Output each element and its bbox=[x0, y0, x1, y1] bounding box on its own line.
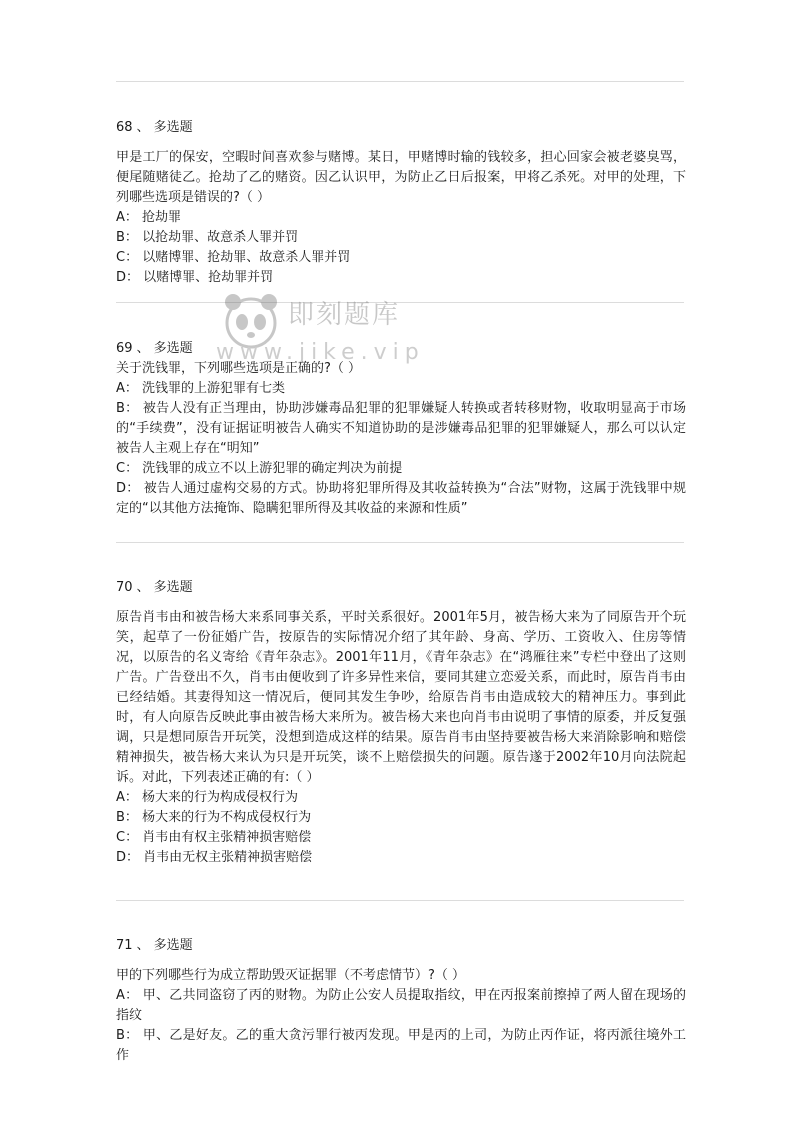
option-text: 以赌博罪、抢劫罪、故意杀人罪并罚 bbox=[142, 250, 351, 265]
option-key: B： bbox=[116, 401, 139, 416]
question-separator: 、 bbox=[136, 341, 150, 356]
option-text: 甲、乙是好友。乙的重大贪污罪行被丙发现。甲是丙的上司，为防止丙作证，将丙派往境外工作 bbox=[116, 1028, 686, 1063]
question-71 bbox=[116, 936, 686, 1066]
question-body: 关于洗钱罪，下列哪些选项是正确的?（ ） bbox=[116, 361, 362, 376]
option-c bbox=[116, 459, 686, 479]
option-key: B： bbox=[116, 230, 138, 245]
option-c bbox=[116, 828, 686, 848]
divider-after-69 bbox=[116, 542, 684, 543]
option-key: D： bbox=[116, 270, 140, 285]
question-separator: 、 bbox=[136, 938, 150, 953]
option-text: 杨大来的行为不构成侵权行为 bbox=[142, 810, 312, 825]
question-body: 甲的下列哪些行为成立帮助毁灭证据罪（不考虑情节）?（ ） bbox=[116, 968, 466, 983]
option-d bbox=[116, 848, 686, 868]
watermark-text: 即刻题库 bbox=[288, 300, 401, 330]
question-type: 多选题 bbox=[153, 938, 193, 953]
option-text: 肖韦由无权主张精神损害赔偿 bbox=[143, 850, 313, 865]
option-c bbox=[116, 248, 686, 268]
question-body: 甲是工厂的保安，空暇时间喜欢参与赌博。某日，甲赌博时输的钱较多，担心回家会被老婆臭骂，便尾随赌徒乙。抢劫了乙的赌资。因乙认识甲，为防止乙日后报案，甲将乙杀死。对甲的处理，下列哪些选项是错误的?（ ） bbox=[116, 150, 686, 205]
question-body: 原告肖韦由和被告杨大来系同事关系，平时关系很好。2001年5月，被告杨大来为了同原告开个玩笑，起草了一份征婚广告，按原告的实际情况介绍了其年龄、身高、学历、工资收入、住房等情况，以原告的名义寄给《青年杂志》。2001年11月，《青年杂志》在“鸿雁往来”专栏中登出了这则广告。广告登出不久，肖韦由便收到了许多异性来信，要同其建立恋爱关系，而此时，原告肖韦由已经结婚。其妻得知这一情况后，便同其发生争吵，给原告肖韦由造成较大的精神压力。事到此时，有人向原告反映此事由被告杨大来所为。被告杨大来也向肖韦由说明了事情的原委，并反复强调，只是想同原告开玩笑，没想到造成这样的结果。原告肖韦由坚持要被告杨大来消除影响和赔偿精神损失，被告杨大来认为只是开玩笑，谈不上赔偿损失的问题。原告遂于2002年10月向法院起诉。对此，下列表述正确的有:（ ） bbox=[116, 610, 686, 785]
question-number: 70 bbox=[116, 580, 133, 595]
option-a bbox=[116, 986, 686, 1026]
option-d bbox=[116, 268, 686, 288]
option-text: 以赌博罪、抢劫罪并罚 bbox=[143, 270, 274, 285]
option-key: D： bbox=[116, 850, 140, 865]
option-a bbox=[116, 379, 686, 399]
option-d bbox=[116, 479, 686, 519]
question-70 bbox=[116, 578, 686, 868]
question-header bbox=[116, 936, 686, 956]
option-text: 洗钱罪的成立不以上游犯罪的确定判决为前提 bbox=[142, 461, 403, 476]
option-a bbox=[116, 208, 686, 228]
option-key: A： bbox=[116, 790, 138, 805]
option-text: 被告人没有正当理由，协助涉嫌毒品犯罪的犯罪嫌疑人转换或者转移财物，收取明显高于市场的“手续费”，没有证据证明被告人确实不知道协助的是涉嫌毒品犯罪的犯罪嫌疑人，那么可以认定被告人主观上存在“明知” bbox=[116, 401, 686, 456]
watermark-url: www.jike.vip bbox=[216, 340, 425, 365]
question-type: 多选题 bbox=[153, 120, 193, 135]
question-separator: 、 bbox=[136, 120, 150, 135]
question-68 bbox=[116, 118, 686, 288]
option-key: A： bbox=[116, 988, 139, 1003]
option-text: 以抢劫罪、故意杀人罪并罚 bbox=[142, 230, 299, 245]
divider-after-70 bbox=[116, 900, 684, 901]
option-key: B： bbox=[116, 1028, 139, 1043]
divider-top bbox=[116, 81, 684, 82]
question-69 bbox=[116, 339, 686, 519]
option-text: 杨大来的行为构成侵权行为 bbox=[142, 790, 299, 805]
option-key: D： bbox=[116, 481, 140, 496]
question-type: 多选题 bbox=[153, 580, 193, 595]
option-key: A： bbox=[116, 210, 138, 225]
option-b bbox=[116, 1026, 686, 1066]
question-header bbox=[116, 578, 686, 598]
option-key: C： bbox=[116, 830, 139, 845]
option-b bbox=[116, 399, 686, 459]
question-separator: 、 bbox=[136, 580, 150, 595]
option-a bbox=[116, 788, 686, 808]
option-key: C： bbox=[116, 250, 139, 265]
question-number: 69 bbox=[116, 341, 133, 356]
option-text: 抢劫罪 bbox=[142, 210, 182, 225]
option-text: 洗钱罪的上游犯罪有七类 bbox=[142, 381, 286, 396]
option-text: 甲、乙共同盗窃了丙的财物。为防止公安人员提取指纹，甲在丙报案前擦掉了两人留在现场的指纹 bbox=[116, 988, 686, 1023]
question-header bbox=[116, 118, 686, 138]
option-key: A： bbox=[116, 381, 138, 396]
option-text: 肖韦由有权主张精神损害赔偿 bbox=[142, 830, 312, 845]
option-key: C： bbox=[116, 461, 139, 476]
question-number: 71 bbox=[116, 938, 133, 953]
question-number: 68 bbox=[116, 120, 133, 135]
option-b bbox=[116, 808, 686, 828]
question-header bbox=[116, 339, 686, 359]
option-text: 被告人通过虚构交易的方式。协助将犯罪所得及其收益转换为“合法”财物，这属于洗钱罪中规定的“以其他方法掩饰、隐瞒犯罪所得及其收益的来源和性质” bbox=[116, 481, 686, 516]
option-key: B： bbox=[116, 810, 138, 825]
question-type: 多选题 bbox=[153, 341, 193, 356]
option-b bbox=[116, 228, 686, 248]
